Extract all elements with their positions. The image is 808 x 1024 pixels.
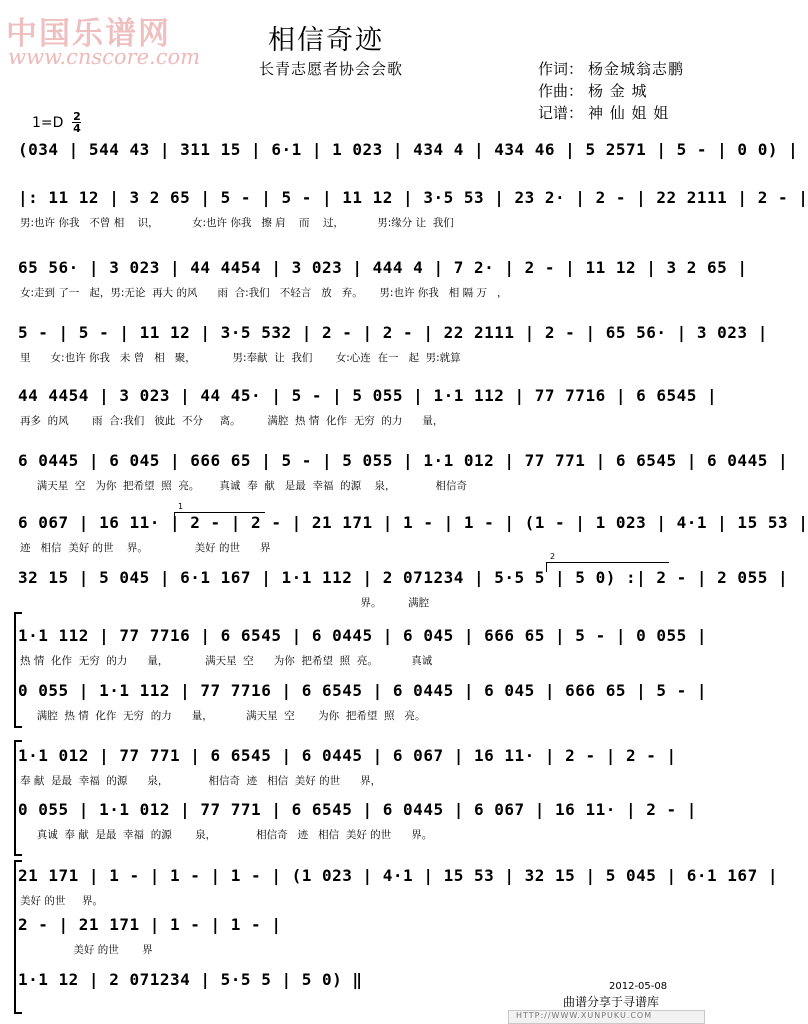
notation-line: |: 11 12 | 3 2 65 | 5 - | 5 - | 11 12 | 3·5 53 | 23 2· | 2 - | 22 2111 | 2 - | — [18, 188, 808, 207]
credit-label: 作词： — [538, 60, 584, 78]
notation-line: 6 067 | 16 11· | 2 - | 2 - | 21 171 | 1 - | 1 - | (1 - | 1 023 | 4·1 | 15 53 | — [18, 513, 808, 532]
lyric-line: 满天星 空 为你 把希望 照 亮。 真诚 奉 献 是最 幸福 的源 泉， 相信奇 — [20, 480, 468, 492]
section-bracket — [14, 612, 22, 728]
lyric-line: 界。 满腔 — [20, 597, 430, 609]
key-and-time-signature — [32, 111, 81, 134]
lyric-line: 满腔 热 情 化作 无穷 的力 量， 满天星 空 为你 把希望 照 亮。 — [20, 710, 426, 722]
notation-line: 0 055 | 1·1 012 | 77 771 | 6 6545 | 6 0445 | 6 067 | 16 11· | 2 - | — [18, 800, 697, 819]
time-signature-top: 2 — [73, 110, 81, 123]
lyric-line: 热 情 化作 无穷 的力 量， 满天星 空 为你 把希望 照 亮。 真诚 — [20, 655, 433, 667]
time-signature — [72, 111, 81, 134]
notation-line: 1·1 012 | 77 771 | 6 6545 | 6 0445 | 6 067 | 16 11· | 2 - | 2 - | — [18, 746, 677, 765]
section-bracket — [14, 860, 22, 1014]
key-signature: 1=D — [32, 114, 64, 131]
notation-line: 6 0445 | 6 045 | 666 65 | 5 - | 5 055 | 1·1 012 | 77 771 | 6 6545 | 6 0445 | — [18, 451, 789, 470]
section-bracket — [14, 740, 22, 856]
lyric-line: 迹 相信 美好 的世 界。 美好 的世 界 — [20, 542, 271, 554]
credit-value: 杨 金 城 — [588, 82, 648, 100]
watermark-logo: 中国乐谱网 — [6, 16, 171, 52]
second-ending-mark: 2 — [546, 562, 669, 572]
footer-date: 2012-05-08 — [609, 981, 668, 992]
credits-block — [538, 58, 684, 124]
lyric-line: 美好 的世 界 — [20, 944, 153, 956]
lyric-line: 真诚 奉 献 是最 幸福 的源 泉， 相信奇 迹 相信 美好 的世 界。 — [20, 829, 433, 841]
notation-line: 1·1 112 | 77 7716 | 6 6545 | 6 0445 | 6 045 | 666 65 | 5 - | 0 055 | — [18, 626, 708, 645]
credit-composer — [538, 80, 684, 102]
credit-transcriber — [538, 102, 684, 124]
notation-line: 21 171 | 1 - | 1 - | 1 - | (1 023 | 4·1 | 15 53 | 32 15 | 5 045 | 6·1 167 | — [18, 866, 778, 885]
notation-line: 2 - | 21 171 | 1 - | 1 - | — [18, 915, 282, 934]
lyric-line: 再多 的风 雨 合:我们 彼此 不分 离。 满腔 热 情 化作 无穷 的力 量， — [20, 415, 444, 427]
time-signature-bottom: 4 — [73, 122, 81, 135]
credit-value: 神 仙 姐 姐 — [588, 104, 670, 122]
notation-line: 5 - | 5 - | 11 12 | 3·5 532 | 2 - | 2 - | 22 2111 | 2 - | 65 56· | 3 023 | — [18, 323, 768, 342]
credit-label: 作曲： — [538, 82, 584, 100]
notation-line: 44 4454 | 3 023 | 44 45· | 5 - | 5 055 | 1·1 112 | 77 7716 | 6 6545 | — [18, 386, 718, 405]
lyric-line: 里 女:也许 你我 未 曾 相 聚， 男:奉献 让 我们 女:心连 在一 起 男:就算 — [20, 352, 461, 364]
notation-line: 32 15 | 5 045 | 6·1 167 | 1·1 112 | 2 071234 | 5·5 5 | 5 0) :| 2 - | 2 055 | — [18, 568, 789, 587]
first-ending-mark: 1 — [174, 512, 265, 522]
footer-url: HTTP://WWW.XUNPUKU.COM — [516, 1011, 653, 1020]
notation-line: 65 56· | 3 023 | 44 4454 | 3 023 | 444 4 | 7 2· | 2 - | 11 12 | 3 2 65 | — [18, 258, 748, 277]
notation-line: 0 055 | 1·1 112 | 77 7716 | 6 6545 | 6 0445 | 6 045 | 666 65 | 5 - | — [18, 681, 708, 700]
watermark-url: www.cnscore.com — [8, 45, 201, 69]
lyric-line: 美好 的世 界。 — [20, 895, 104, 907]
notation-line: 1·1 12 | 2 071234 | 5·5 5 | 5 0) ‖ — [18, 970, 363, 989]
footer-brand: 曲谱分享于寻谱库 — [563, 995, 660, 1009]
lyric-line: 奉 献 是最 幸福 的源 泉， 相信奇 迹 相信 美好 的世 界， — [20, 775, 382, 787]
song-title: 相信奇迹 — [268, 25, 384, 56]
credit-lyricist — [538, 58, 684, 80]
song-subtitle: 长青志愿者协会会歌 — [259, 60, 404, 78]
lyric-line: 男:也许 你我 不曾 相 识， 女:也许 你我 擦 肩 而 过， 男:缘分 让 我们 — [20, 217, 454, 229]
notation-line: (034 | 544 43 | 311 15 | 6·1 | 1 023 | 434 4 | 434 46 | 5 2571 | 5 - | 0 0) | — [18, 140, 799, 159]
credit-value: 杨金城翁志鹏 — [588, 60, 685, 78]
credit-label: 记谱： — [538, 104, 584, 122]
lyric-line: 女:走到 了一 起，男:无论 再大 的风 雨 合:我们 不轻言 放 弃。 男:也许 你我 相 隔 万 ， — [20, 287, 508, 299]
